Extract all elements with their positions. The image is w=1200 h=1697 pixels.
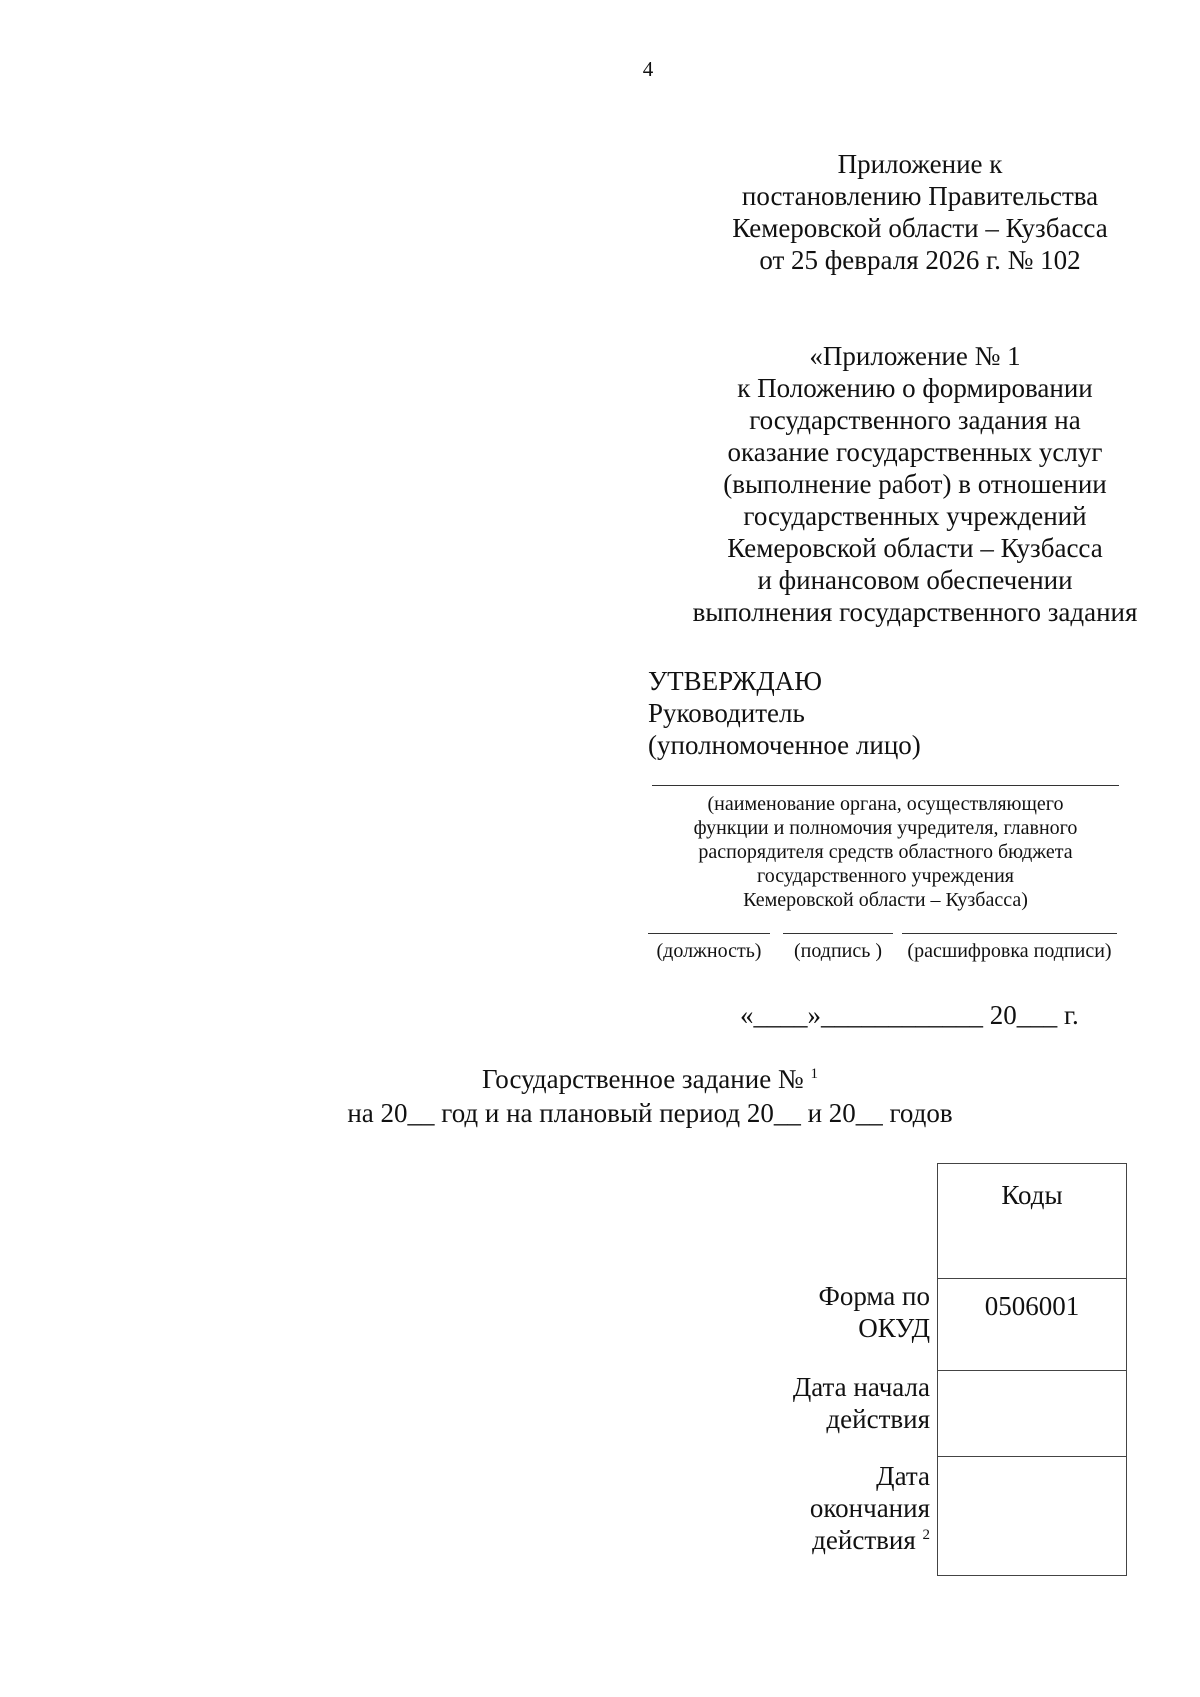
footnote-ref-1: 1 (810, 1066, 818, 1082)
appendix-1-line: выполнения государственного задания (692, 597, 1138, 627)
appendix-line: постановлению Правительства (741, 181, 1099, 211)
end-date-label-line: Дата (876, 1461, 930, 1491)
codes-table (937, 1163, 1127, 1576)
start-date-label-line: Дата начала (792, 1372, 930, 1402)
decoding-caption: (расшифровка подписи) (907, 940, 1112, 962)
org-caption-line: Кемеровской области – Кузбасса) (743, 889, 1028, 911)
approve-role-note: (уполномоченное лицо) (648, 730, 921, 760)
title-text: Государственное задание № (482, 1064, 804, 1094)
position-field-line (648, 933, 770, 934)
appendix-1-line: оказание государственных услуг (727, 437, 1103, 467)
org-caption-line: распорядителя средств областного бюджета (698, 841, 1073, 863)
codes-header: Коды (1001, 1180, 1063, 1210)
start-date-label-line: действия (826, 1404, 930, 1434)
okud-label-line: Форма по (818, 1281, 930, 1311)
okud-cell (938, 1279, 1127, 1371)
title-line-1 (0, 1062, 1200, 1096)
appendix-1-line: государственных учреждений (743, 501, 1087, 531)
position-caption: (должность) (656, 940, 762, 962)
approve-heading: УТВЕРЖДАЮ (648, 666, 823, 696)
appendix-header (700, 148, 1140, 276)
appendix-1-line: к Положению о формировании (737, 373, 1093, 403)
end-date-row (938, 1457, 1127, 1576)
appendix-line: Приложение к (837, 149, 1003, 179)
end-date-cell (938, 1457, 1127, 1576)
appendix-1-line: государственного задания на (749, 405, 1081, 435)
end-date-label-line-last (810, 1524, 930, 1556)
page-number: 4 (642, 57, 654, 81)
appendix-1-line: (выполнение работ) в отношении (723, 469, 1107, 499)
codes-header-row (938, 1164, 1127, 1279)
appendix-line: от 25 февраля 2026 г. № 102 (759, 245, 1081, 275)
org-caption-line: (наименование органа, осуществляющего (707, 793, 1064, 815)
start-date-label (793, 1371, 930, 1435)
okud-label-line: ОКУД (858, 1313, 930, 1343)
document-title (0, 1062, 1200, 1130)
appendix-1-line: Кемеровской области – Кузбасса (727, 533, 1103, 563)
title-line-2: на 20__ год и на плановый период 20__ и 20__ годов (347, 1098, 953, 1128)
approval-block (648, 665, 921, 761)
appendix-1-line: и финансовом обеспечении (757, 565, 1073, 595)
decoding-field-line (902, 933, 1117, 934)
signature-field-line (783, 933, 893, 934)
okud-label (818, 1280, 930, 1344)
approve-role: Руководитель (648, 698, 805, 728)
end-date-label (810, 1460, 930, 1556)
org-name-caption (652, 792, 1119, 912)
start-date-row (938, 1371, 1127, 1457)
signature-caption: (подпись ) (793, 940, 883, 962)
org-caption-line: государственного учреждения (757, 865, 1014, 887)
okud-value: 0506001 (984, 1291, 1080, 1321)
codes-header-cell (938, 1164, 1127, 1279)
appendix-1-header (640, 340, 1190, 628)
org-caption-line: функции и полномочия учредителя, главного (693, 817, 1078, 839)
end-date-label-line: окончания (809, 1493, 930, 1523)
appendix-1-line: «Приложение № 1 (809, 341, 1021, 371)
okud-row (938, 1279, 1127, 1371)
approval-date-line: «____»____________ 20___ г. (740, 1000, 1079, 1030)
start-date-cell (938, 1371, 1127, 1457)
appendix-line: Кемеровской области – Кузбасса (732, 213, 1108, 243)
end-date-label-text: действия (812, 1525, 916, 1555)
org-name-field-line (652, 785, 1119, 786)
footnote-ref-2: 2 (922, 1527, 930, 1543)
